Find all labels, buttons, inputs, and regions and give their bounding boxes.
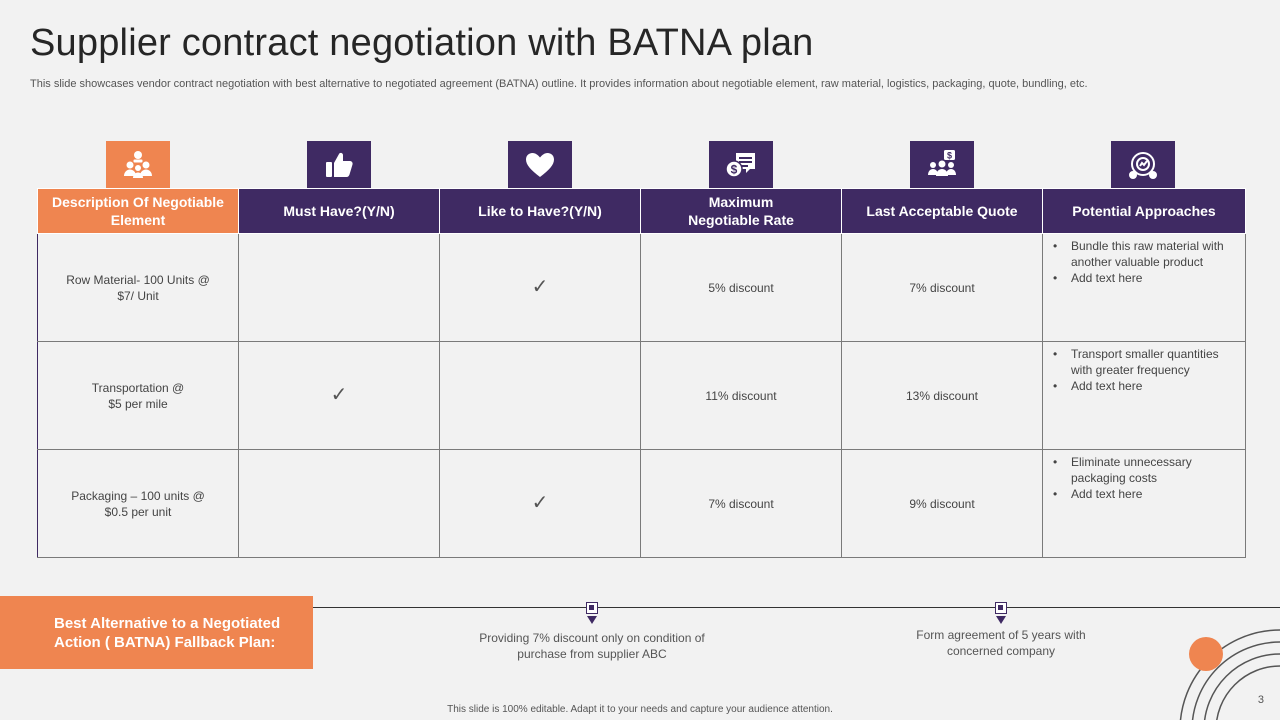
team-icon (106, 141, 170, 189)
max-rate-cell: 11% discount (641, 342, 842, 450)
approach-item: • Add text here (1053, 486, 1237, 502)
negotiation-table (37, 188, 1246, 558)
head-gears-icon (1111, 141, 1175, 189)
approach-item: • Add text here (1053, 378, 1237, 394)
check-icon: ✓ (330, 383, 348, 406)
svg-text:$: $ (730, 162, 738, 177)
money-chat-icon (709, 141, 773, 189)
table-row (38, 450, 1246, 558)
row-description: Transportation @ $5 per mile (38, 342, 239, 450)
must-have-cell (239, 342, 440, 450)
milestone-pointer (587, 616, 597, 624)
approach-item: • Add text here (1053, 270, 1237, 286)
page-number: 3 (1257, 694, 1264, 706)
header-description: Description Of Negotiable Element (38, 189, 239, 234)
must-have-cell (239, 234, 440, 342)
svg-text:$: $ (946, 150, 953, 161)
people-dollar-icon (910, 141, 974, 189)
last-quote-cell: 7% discount (842, 234, 1043, 342)
table-row (38, 234, 1246, 342)
approaches-cell (1043, 342, 1246, 450)
header-approaches: Potential Approaches (1043, 189, 1246, 234)
row-description: Row Material- 100 Units @ $7/ Unit (38, 234, 239, 342)
batna-fallback-label: Best Alternative to a Negotiated Action ( BATNA) Fallback Plan: (0, 596, 313, 669)
footer-note: This slide is 100% editable. Adapt it to your needs and capture your audience attention. (447, 704, 833, 715)
approaches-cell (1043, 450, 1246, 558)
approach-item: • Bundle this raw material with another valuable product (1053, 238, 1237, 270)
header-last-quote: Last Acceptable Quote (842, 189, 1043, 234)
page-subtitle: This slide showcases vendor contract negotiation with best alternative to negotiated agreement (BATNA) outline. It provides information about negotiable element, raw material, logistics, packaging, quote, bundling, etc. (30, 78, 1088, 90)
header-max-rate: Maximum Negotiable Rate (641, 189, 842, 234)
table-header-row (38, 189, 1246, 234)
milestone-text: Form agreement of 5 years with concerned company (916, 628, 1086, 658)
milestone-marker (586, 602, 598, 614)
header-must-have: Must Have?(Y/N) (239, 189, 440, 234)
last-quote-cell: 9% discount (842, 450, 1043, 558)
approaches-cell (1043, 234, 1246, 342)
max-rate-cell: 5% discount (641, 234, 842, 342)
thumbs-up-icon (307, 141, 371, 189)
milestone-pointer (996, 616, 1006, 624)
max-rate-cell: 7% discount (641, 450, 842, 558)
last-quote-cell: 13% discount (842, 342, 1043, 450)
row-description: Packaging – 100 units @ $0.5 per unit (38, 450, 239, 558)
heart-icon (508, 141, 572, 189)
like-to-have-cell (440, 450, 641, 558)
like-to-have-cell (440, 234, 641, 342)
table-row (38, 342, 1246, 450)
must-have-cell (239, 450, 440, 558)
approach-item: • Transport smaller quantities with greater frequency (1053, 346, 1237, 378)
like-to-have-cell (440, 342, 641, 450)
milestone-marker (995, 602, 1007, 614)
timeline-line (313, 607, 1280, 608)
check-icon: ✓ (531, 275, 549, 298)
milestone-text: Providing 7% discount only on condition of purchase from supplier ABC (479, 631, 705, 661)
page-title: Supplier contract negotiation with BATNA plan (30, 22, 814, 64)
decorative-dot (1189, 637, 1223, 671)
check-icon: ✓ (531, 491, 549, 514)
header-like-to-have: Like to Have?(Y/N) (440, 189, 641, 234)
approach-item: • Eliminate unnecessary packaging costs (1053, 454, 1237, 486)
